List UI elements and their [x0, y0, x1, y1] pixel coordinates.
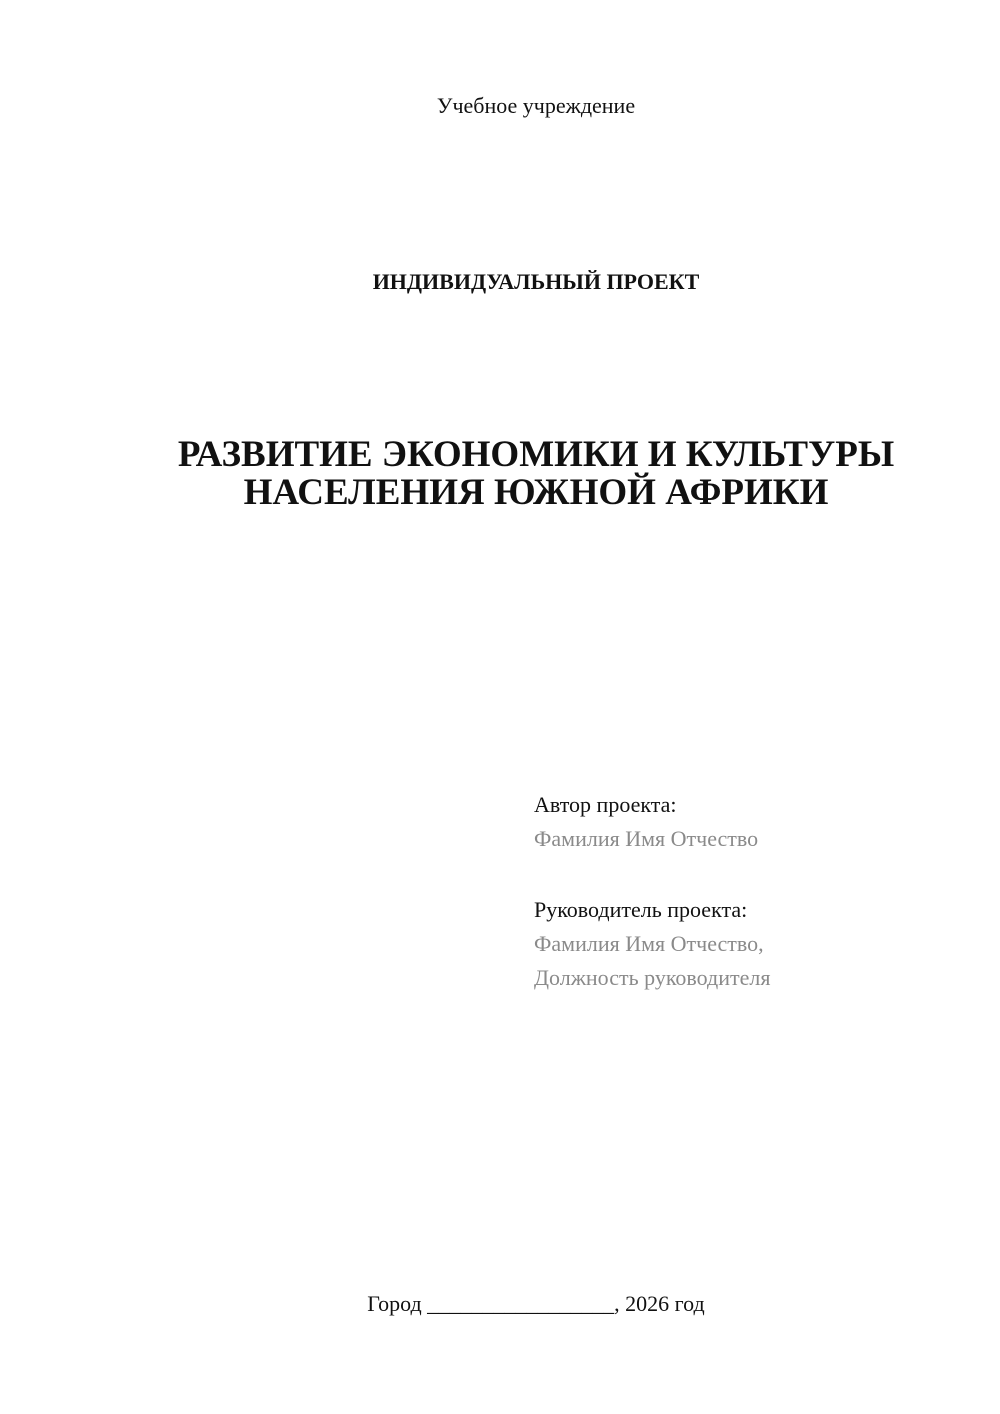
supervisor-label: Руководитель проекта: [534, 897, 748, 922]
institution-name: Учебное учреждение [436, 93, 636, 118]
city-year-line: Город _________________, 2026 год [367, 1291, 705, 1316]
project-credits [534, 788, 974, 995]
project-title-line-2: НАСЕЛЕНИЯ ЮЖНОЙ АФРИКИ [243, 472, 829, 513]
project-title-line-1: РАЗВИТИЕ ЭКОНОМИКИ И КУЛЬТУРЫ [177, 434, 895, 475]
supervisor-name: Фамилия Имя Отчество, [534, 931, 764, 956]
supervisor-position: Должность руководителя [534, 965, 771, 990]
author-label: Автор проекта: [534, 792, 677, 817]
author-name: Фамилия Имя Отчество [534, 826, 759, 851]
document-type: ИНДИВИДУАЛЬНЫЙ ПРОЕКТ [372, 269, 700, 294]
credits-spacer [534, 856, 974, 893]
project-title [0, 436, 1000, 512]
